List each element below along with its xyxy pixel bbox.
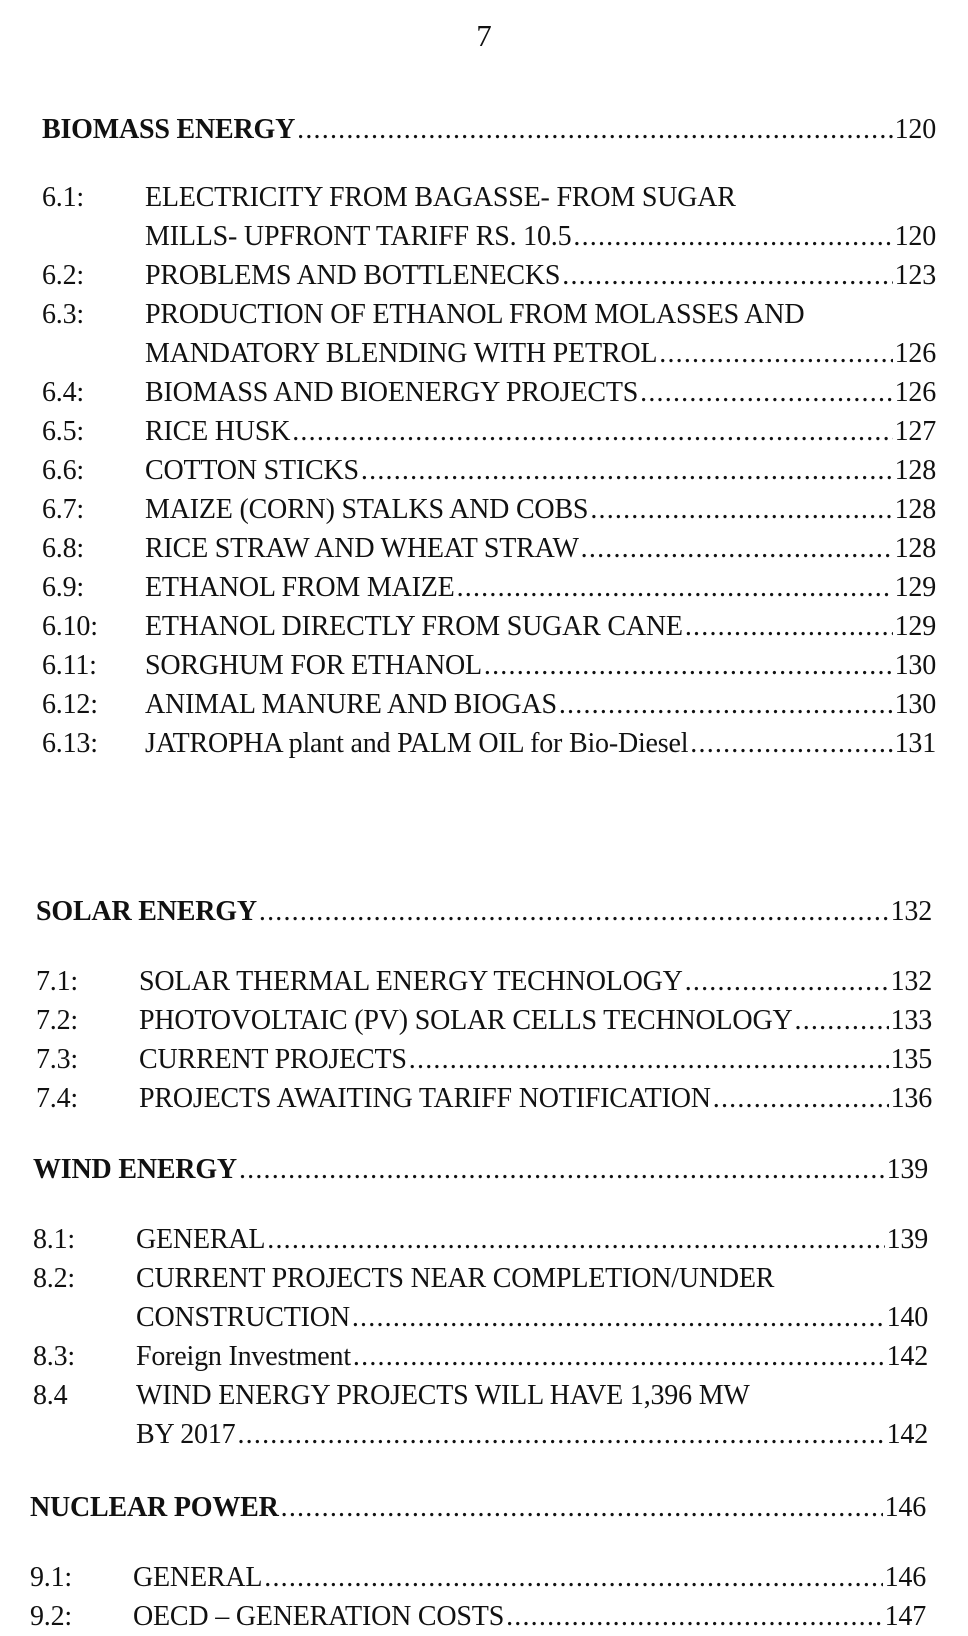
dot-leader [685,962,889,1001]
dot-leader [506,1597,883,1636]
entry-page-number: 128 [894,455,936,486]
dot-leader [297,110,892,150]
dot-leader [292,412,892,451]
dot-leader [581,529,893,568]
dot-leader [239,1150,885,1190]
dot-leader [640,373,892,412]
entry-number: 6.4: [42,377,84,408]
dot-leader [690,724,892,763]
dot-leader [237,1415,884,1454]
entry-number: 8.4 [33,1380,68,1411]
entry-title: BY 2017 [136,1419,236,1450]
dot-leader [713,1079,889,1118]
entry-number: 6.11: [42,650,97,681]
entry-title: MAIZE (CORN) STALKS AND COBS [145,494,589,525]
dot-leader [573,217,892,256]
entry-title: OECD – GENERATION COSTS [133,1601,505,1632]
entry-number: 7.3: [36,1044,78,1075]
entry-page-number: 130 [894,689,936,720]
toc-entry[interactable] [145,217,936,256]
toc-entry[interactable] [42,451,936,490]
entry-title: CURRENT PROJECTS [139,1044,407,1075]
toc-entry[interactable] [30,1558,926,1597]
entry-page-number: 132 [890,896,932,927]
entry-number: 7.1: [36,966,78,997]
entry-title: BIOMASS ENERGY [42,114,296,145]
entry-title: ANIMAL MANURE AND BIOGAS [145,689,557,720]
entry-number: 7.2: [36,1005,78,1036]
entry-title: NUCLEAR POWER [30,1492,279,1523]
entry-page-number: 129 [894,572,936,603]
dot-leader [361,451,893,490]
dot-leader [685,607,893,646]
dot-leader [457,568,893,607]
toc-entry[interactable] [33,1337,928,1376]
dot-leader [352,1298,885,1337]
entry-number: 6.8: [42,533,84,564]
toc-entry-first-line[interactable] [42,178,736,217]
entry-number: 6.10: [42,611,98,642]
toc-entry[interactable] [42,412,936,451]
entry-number: 6.6: [42,455,84,486]
toc-entry[interactable] [42,724,936,763]
toc-entry[interactable] [33,1220,928,1259]
entry-number: 8.1: [33,1224,75,1255]
entry-number: 6.12: [42,689,98,720]
entry-title: WIND ENERGY [33,1154,237,1185]
entry-title: RICE HUSK [145,416,291,447]
toc-entry[interactable] [145,334,936,373]
entry-number: 6.13: [42,728,98,759]
dot-leader [484,646,893,685]
dot-leader [795,1001,889,1040]
entry-page-number: 126 [894,338,936,369]
dot-leader [409,1040,889,1079]
entry-number: 6.5: [42,416,84,447]
toc-entry-first-line[interactable] [33,1259,774,1298]
entry-number: 7.4: [36,1083,78,1114]
toc-entry-first-line[interactable] [33,1376,750,1415]
page-number: 7 [476,18,492,53]
toc-entry[interactable] [42,685,936,724]
entry-page-number: 146 [884,1562,926,1593]
entry-title-line1: CURRENT PROJECTS NEAR COMPLETION/UNDER [136,1263,775,1294]
entry-title: CONSTRUCTION [136,1302,350,1333]
dot-leader [659,334,892,373]
entry-page-number: 120 [894,114,936,145]
dot-leader [259,892,889,932]
toc-entry[interactable] [136,1415,928,1454]
entry-title-line1: ELECTRICITY FROM BAGASSE- FROM SUGAR [145,182,736,213]
entry-page-number: 133 [890,1005,932,1036]
entry-number: 9.1: [30,1562,72,1593]
entry-title: BIOMASS AND BIOENERGY PROJECTS [145,377,639,408]
entry-page-number: 131 [894,728,936,759]
entry-number: 8.3: [33,1341,75,1372]
dot-leader [559,685,893,724]
section-heading[interactable] [36,892,932,932]
dot-leader [562,256,892,295]
entry-number: 9.2: [30,1601,72,1632]
dot-leader [281,1488,883,1528]
entry-page-number: 147 [884,1601,926,1632]
entry-title: ETHANOL FROM MAIZE [145,572,455,603]
toc-entry[interactable] [42,607,936,646]
entry-title: MANDATORY BLENDING WITH PETROL [145,338,658,369]
toc-entry[interactable] [42,373,936,412]
toc-entry[interactable] [42,529,936,568]
entry-title: ETHANOL DIRECTLY FROM SUGAR CANE [145,611,683,642]
entry-page-number: 146 [884,1492,926,1523]
entry-page-number: 132 [890,966,932,997]
entry-page-number: 139 [886,1224,928,1255]
entry-page-number: 142 [886,1419,928,1450]
entry-title: SOLAR ENERGY [36,896,257,927]
toc-entry[interactable] [36,962,932,1001]
entry-title: GENERAL [136,1224,266,1255]
dot-leader [590,490,892,529]
toc-entry[interactable] [42,646,936,685]
entry-title: Foreign Investment [136,1341,351,1372]
dot-leader [267,1220,884,1259]
entry-number: 6.7: [42,494,84,525]
section-heading[interactable] [30,1488,926,1528]
entry-page-number: 136 [890,1083,932,1114]
dot-leader [264,1558,882,1597]
entry-page-number: 123 [894,260,936,291]
entry-page-number: 140 [886,1302,928,1333]
entry-title: SOLAR THERMAL ENERGY TECHNOLOGY [139,966,683,997]
section-heading[interactable] [42,110,936,150]
entry-title-line1: PRODUCTION OF ETHANOL FROM MOLASSES AND [145,299,805,330]
toc-entry[interactable] [36,1040,932,1079]
toc-entry[interactable] [42,256,936,295]
section-heading[interactable] [33,1150,928,1190]
entry-number: 8.2: [33,1263,75,1294]
entry-title: PHOTOVOLTAIC (PV) SOLAR CELLS TECHNOLOGY [139,1005,793,1036]
entry-title-line1: WIND ENERGY PROJECTS WILL HAVE 1,396 MW [136,1380,750,1411]
toc-entry[interactable] [36,1001,932,1040]
entry-page-number: 142 [886,1341,928,1372]
entry-number: 6.9: [42,572,84,603]
entry-page-number: 128 [894,494,936,525]
entry-page-number: 130 [894,650,936,681]
toc-entry[interactable] [36,1079,932,1118]
entry-title: GENERAL [133,1562,263,1593]
entry-title: MILLS- UPFRONT TARIFF RS. 10.5 [145,221,572,252]
toc-entry[interactable] [42,568,936,607]
entry-page-number: 139 [886,1154,928,1185]
toc-entry[interactable] [136,1298,928,1337]
entry-title: SORGHUM FOR ETHANOL [145,650,482,681]
entry-number: 6.3: [42,299,84,330]
toc-entry[interactable] [42,490,936,529]
entry-page-number: 129 [894,611,936,642]
entry-page-number: 128 [894,533,936,564]
entry-number: 6.1: [42,182,84,213]
entry-title: PROBLEMS AND BOTTLENECKS [145,260,561,291]
entry-title: JATROPHA plant and PALM OIL for Bio-Diesel [145,728,689,759]
entry-page-number: 127 [894,416,936,447]
entry-title: PROJECTS AWAITING TARIFF NOTIFICATION [139,1083,711,1114]
entry-title: COTTON STICKS [145,455,359,486]
dot-leader [353,1337,885,1376]
entry-page-number: 126 [894,377,936,408]
toc-entry-first-line[interactable] [42,295,804,334]
toc-entry[interactable] [30,1597,926,1636]
entry-number: 6.2: [42,260,84,291]
entry-title: RICE STRAW AND WHEAT STRAW [145,533,579,564]
entry-page-number: 135 [890,1044,932,1075]
entry-page-number: 120 [894,221,936,252]
